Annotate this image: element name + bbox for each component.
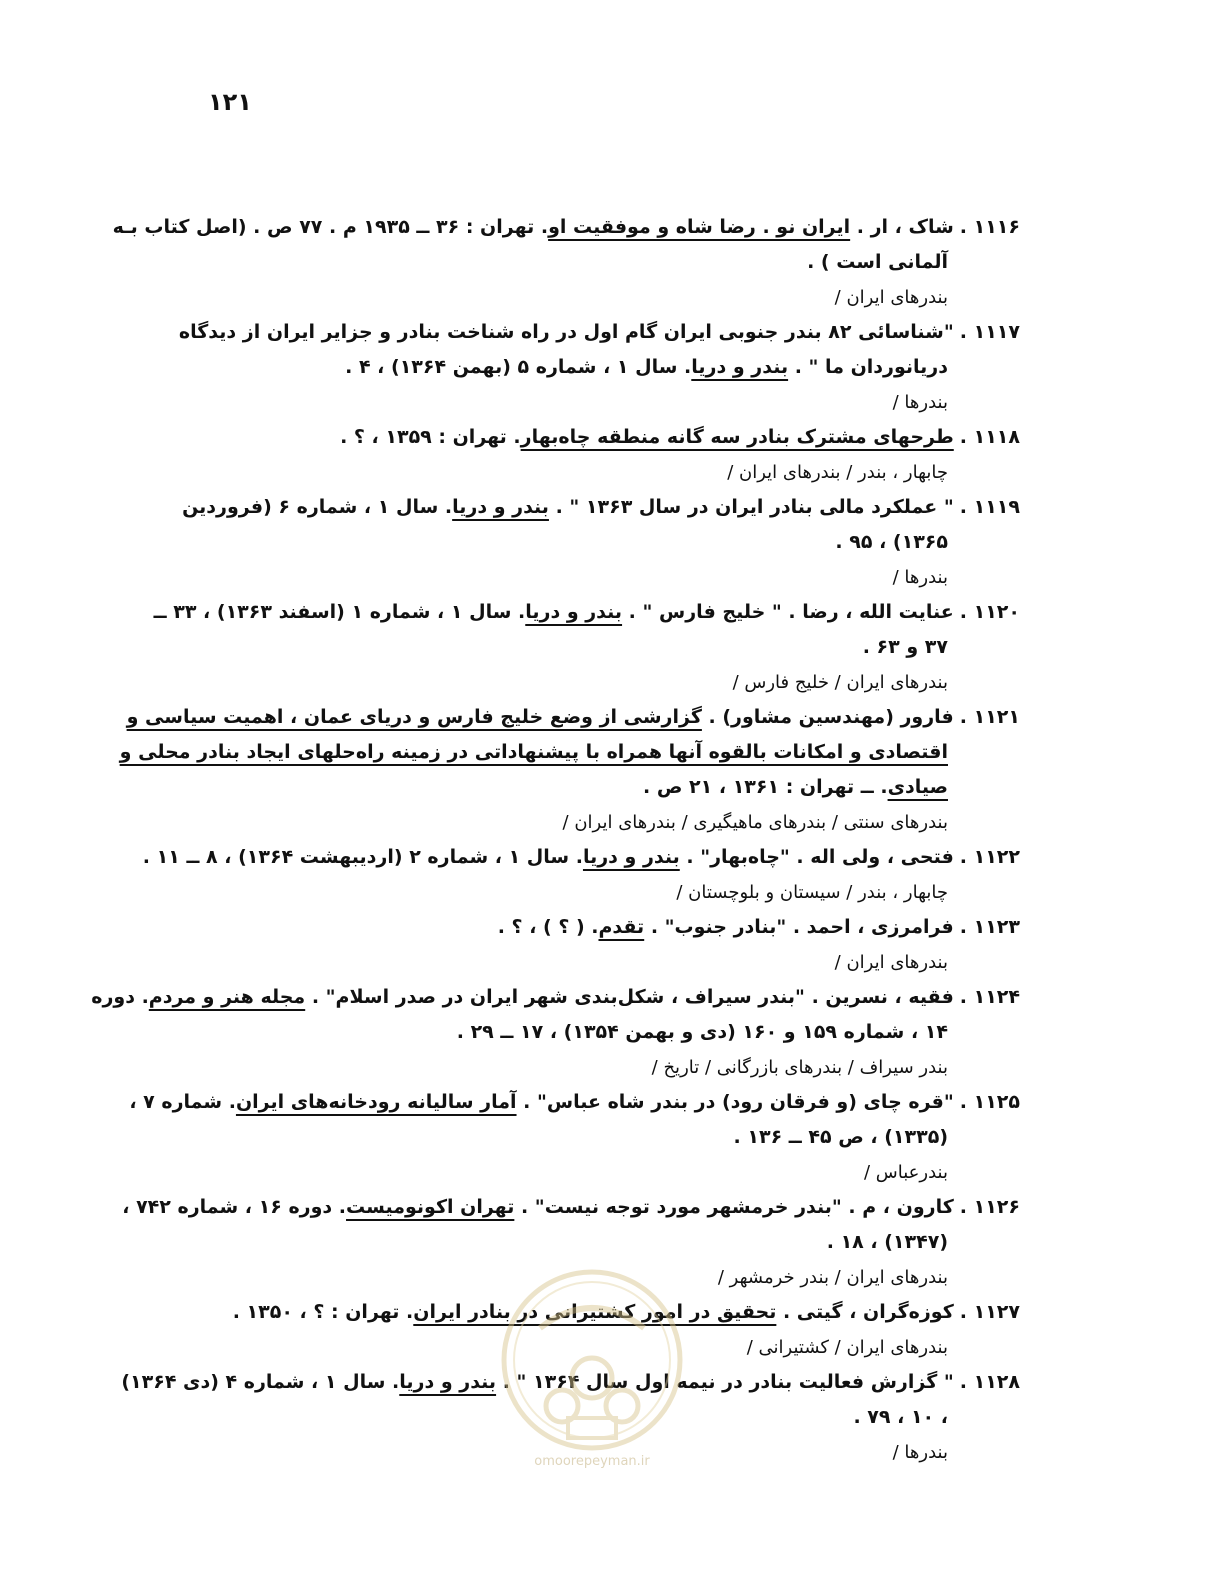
entry-title-underlined: گزارشی از وضع خلیج فارس و دریای عمان ، اهمیت سیاسی و: [126, 706, 702, 728]
entry-title-underlined: طرحهای مشترک بنادر سه گانه منطقه چاه‌بهار: [520, 426, 954, 448]
entry-number: ۱۱۱۷ .: [959, 321, 1020, 343]
entry-subjects: بندرهای ایران /: [834, 287, 948, 308]
entry-text-tail: . سال ۱ ، شماره ۴ (دی ۱۳۶۴): [121, 1371, 400, 1393]
entry-subjects: بندرهای ایران /: [834, 952, 948, 973]
entry-number: ۱۱۲۷ .: [959, 1301, 1020, 1323]
entry-title-underlined: صیادی: [887, 776, 948, 798]
entry-number: ۱۱۱۶ .: [959, 216, 1020, 238]
entry-line: [129, 1085, 1020, 1120]
bibliography-entry: [119, 700, 1020, 840]
entry-text-tail: . سال ۱ ، شماره ۱ (اسفند ۱۳۶۳) ، ۳۳ ــ: [153, 601, 526, 623]
entry-line: [153, 595, 1020, 630]
bibliography-entry: [178, 315, 1020, 420]
entry-subjects: بندرها /: [892, 567, 948, 588]
entry-title-underlined: بندر و دریا: [399, 1371, 497, 1393]
bibliography-entry: [91, 980, 1020, 1085]
entry-text: (۱۳۴۷) ، ۱۸ .: [826, 1231, 948, 1253]
entry-text: " گزارش فعالیت بنادر در نیمه اول سال ۱۳۶۴ " .: [496, 1371, 954, 1393]
entry-line: [122, 1190, 1020, 1225]
bibliography-entry: [121, 1365, 1020, 1470]
entry-number: ۱۱۲۸ .: [959, 1371, 1020, 1393]
entry-line: [190, 1120, 1020, 1155]
entry-line: [112, 210, 1020, 245]
bibliography-entry: [182, 490, 1020, 595]
entry-subjects: چابهار ، بندر / سیستان و بلوچستان /: [676, 882, 948, 903]
entry-text: آلمانی است ) .: [807, 251, 948, 273]
entry-text: "قره چای (و فرقان رود) در بندر شاه عباس" .: [516, 1091, 954, 1113]
entry-text: ۱۴ ، شماره ۱۵۹ و ۱۶۰ (دی و بهمن ۱۳۵۴) ، ۱۷ ــ ۲۹ .: [456, 1021, 948, 1043]
entry-title-underlined: بندر و دریا: [582, 846, 680, 868]
entry-title-underlined: تحقیق در امور کشتیرانی در بنادر ایران: [413, 1301, 777, 1323]
entry-title-underlined: بندر و دریا: [452, 496, 549, 518]
entry-line: [190, 420, 1020, 455]
entry-subjects: بندرعباس /: [864, 1162, 948, 1183]
entry-line: [190, 245, 1020, 280]
entry-title-underlined: تقدم: [598, 916, 645, 938]
entry-subjects: بندرهای ایران / کشتیرانی /: [746, 1337, 948, 1358]
entry-title-underlined: ایران نو . رضا شاه و موفقیت او: [548, 216, 851, 238]
entry-subjects: بندرهای ایران / بندر خرمشهر /: [717, 1267, 948, 1288]
entry-text-tail: . دوره: [91, 986, 149, 1008]
entry-text: (۱۳۳۵) ، ص ۴۵ ــ ۱۳۶ .: [733, 1126, 948, 1148]
entry-subjects: بندرها /: [892, 1442, 948, 1463]
entry-text-tail: . سال ۱ ، شماره ۶ (فروردین: [182, 496, 453, 518]
entry-line: [190, 630, 1020, 665]
entry-subjects: بندرهای ایران / خلیج فارس /: [732, 672, 948, 693]
entry-line: [190, 1400, 1020, 1435]
entry-text-tail: . سال ۱ ، شماره ۵ (بهمن ۱۳۶۴) ، ۴ .: [345, 356, 692, 378]
entry-subjects: بندرهای سنتی / بندرهای ماهیگیری / بندرهای ایران /: [562, 812, 948, 833]
entry-number: ۱۱۲۱ .: [959, 706, 1020, 728]
entry-text-tail: . ( ؟ ) ، ؟ .: [497, 916, 599, 938]
entry-line: [190, 1295, 1020, 1330]
entry-title-underlined: بندر و دریا: [691, 356, 789, 378]
entry-line: [190, 1225, 1020, 1260]
bibliography-entry: [129, 1085, 1020, 1190]
entry-text: دریانوردان ما " .: [788, 356, 948, 378]
entry-line: [121, 1365, 1020, 1400]
entry-text: عنایت الله ، رضا . " خلیج فارس " .: [622, 601, 954, 623]
bibliography-list: [91, 210, 1020, 1470]
entry-title-underlined: بندر و دریا: [525, 601, 623, 623]
entry-text: فرامرزی ، احمد . "بنادر جنوب" .: [644, 916, 954, 938]
entry-number: ۱۱۱۸ .: [959, 426, 1020, 448]
entry-text: " عملکرد مالی بنادر ایران در سال ۱۳۶۳ " .: [548, 496, 954, 518]
bibliography-entry: [153, 595, 1020, 700]
bibliography-entry: [190, 1295, 1020, 1365]
entry-number: ۱۱۲۴ .: [959, 986, 1020, 1008]
entry-line: [126, 700, 1020, 735]
entry-text: کوزه‌گران ، گیتی .: [776, 1301, 954, 1323]
entry-text-tail: . ــ تهران : ۱۳۶۱ ، ۲۱ ص .: [643, 776, 888, 798]
entry-number: ۱۱۲۵ .: [959, 1091, 1020, 1113]
bibliography-entry: [112, 210, 1020, 315]
entry-text-tail: . دوره ۱۶ ، شماره ۷۴۲ ،: [122, 1196, 347, 1218]
entry-subjects: بندرها /: [892, 392, 948, 413]
entry-text: فتحی ، ولی اله . "چاه‌بهار" .: [679, 846, 954, 868]
bibliography-entry: [142, 840, 1020, 910]
entry-title-underlined: آمار سالیانه رودخانه‌های ایران: [235, 1091, 517, 1113]
entry-number: ۱۱۲۲ .: [959, 846, 1020, 868]
entry-text: ۱۳۶۵) ، ۹۵ .: [835, 531, 948, 553]
entry-line: [190, 770, 1020, 805]
entry-number: ۱۱۲۰ .: [959, 601, 1020, 623]
entry-text-tail: . تهران : ۳۶ ــ ۱۹۳۵ م . ۷۷ ص . (اصل کتاب بـه: [112, 216, 549, 238]
entry-text: فقیه ، نسرین . "بندر سیراف ، شکل‌بندی شهر ایران در صدر اسلام" .: [305, 986, 954, 1008]
entry-title-underlined: مجله هنر و مردم: [148, 986, 306, 1008]
entry-number: ۱۱۲۶ .: [959, 1196, 1020, 1218]
entry-text: فارور (مهندسین مشاور) .: [701, 706, 954, 728]
entry-number: ۱۱۲۳ .: [959, 916, 1020, 938]
entry-title-underlined: اقتصادی و امکانات بالقوه آنها همراه با پیشنهاداتی در زمینه راه‌حلهای ایجاد بنادر محلی و: [119, 741, 948, 763]
entry-subjects: چابهار ، بندر / بندرهای ایران /: [727, 462, 948, 483]
entry-number: ۱۱۱۹ .: [959, 496, 1020, 518]
entry-text: ۳۷ و ۶۳ .: [862, 636, 948, 658]
watermark-text: omoorepeyman.ir: [534, 1454, 650, 1469]
entry-line: [190, 525, 1020, 560]
entry-text: کارون ، م . "بندر خرمشهر مورد توجه نیست" .: [514, 1196, 954, 1218]
entry-text-tail: . شماره ۷ ،: [129, 1091, 236, 1113]
entry-line: [190, 910, 1020, 945]
entry-line: [91, 980, 1020, 1015]
entry-text: ، ۱۰ ، ۷۹ .: [853, 1406, 948, 1428]
entry-text: شاک ، ار .: [850, 216, 954, 238]
entry-line: [119, 735, 1020, 770]
entry-title-underlined: تهران اکونومیست: [346, 1196, 515, 1218]
entry-text-tail: . تهران : ۱۳۵۹ ، ؟ .: [340, 426, 521, 448]
page-number: ۱۲۱: [208, 88, 252, 116]
entry-text-tail: . تهران : ؟ ، ۱۳۵۰ .: [232, 1301, 414, 1323]
entry-line: [142, 840, 1020, 875]
entry-line: [178, 315, 1020, 350]
bibliography-entry: [190, 910, 1020, 980]
bibliography-entry: [190, 420, 1020, 490]
bibliography-entry: [122, 1190, 1020, 1295]
entry-text: "شناسائی ۸۲ بندر جنوبی ایران گام اول در راه شناخت بنادر و جزایر ایران از دیدگاه: [178, 321, 954, 343]
entry-line: [190, 1015, 1020, 1050]
entry-line: [190, 350, 1020, 385]
entry-text-tail: . سال ۱ ، شماره ۲ (اردیبهشت ۱۳۶۴) ، ۸ ــ ۱۱ .: [142, 846, 583, 868]
entry-subjects: بندر سیراف / بندرهای بازرگانی / تاریخ /: [651, 1057, 948, 1078]
entry-line: [182, 490, 1020, 525]
